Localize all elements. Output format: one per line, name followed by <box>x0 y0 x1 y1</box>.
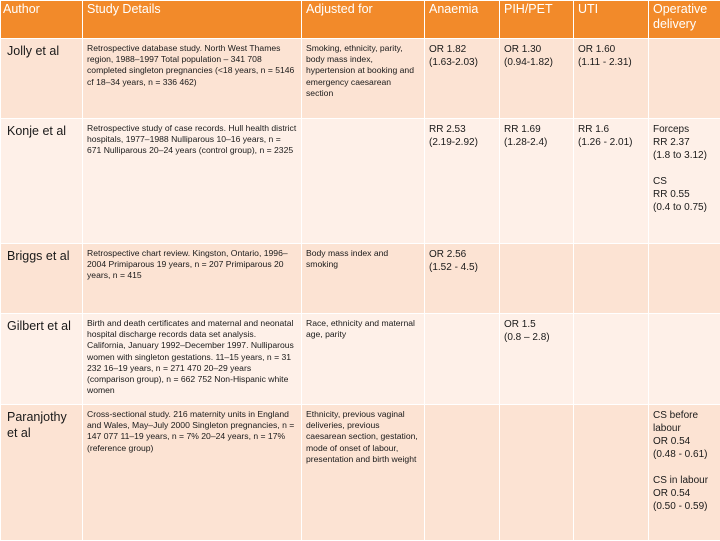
cell-line: Forceps <box>653 123 716 136</box>
header-author: Author <box>1 1 83 39</box>
cell-operative-delivery <box>649 119 720 244</box>
header-operative-delivery: Operative delivery <box>649 1 720 39</box>
cell-uti <box>574 314 649 405</box>
table-header-row <box>1 1 720 39</box>
cell-adjusted-for: Body mass index and smoking <box>302 244 425 314</box>
cell-uti <box>574 405 649 541</box>
table-row <box>1 314 720 405</box>
cell-line: OR 2.56 <box>429 248 495 261</box>
cell-pih-pet <box>500 314 574 405</box>
cell-line: RR 1.6 <box>578 123 644 136</box>
cell-line <box>653 162 716 175</box>
cell-line: (1.8 to 3.12) <box>653 149 716 162</box>
cell-line: (0.94-1.82) <box>504 56 569 69</box>
cell-line: (0.50 - 0.59) <box>653 500 716 513</box>
cell-line: (2.19-2.92) <box>429 136 495 149</box>
cell-operative-delivery <box>649 244 720 314</box>
cell-line: CS <box>653 175 716 188</box>
cell-uti <box>574 119 649 244</box>
cell-line: (1.52 - 4.5) <box>429 261 495 274</box>
cell-pih-pet <box>500 244 574 314</box>
table-row <box>1 119 720 244</box>
cell-author: Jolly et al <box>1 39 83 119</box>
cell-study-details: Retrospective chart review. Kingston, Ontario, 1996–2004 Primiparous 19 years, n = 207 Primiparous 20 years, n = 415 <box>83 244 302 314</box>
header-anaemia: Anaemia <box>425 1 500 39</box>
cell-operative-delivery <box>649 405 720 541</box>
cell-line: RR 2.37 <box>653 136 716 149</box>
cell-line: OR 1.82 <box>429 43 495 56</box>
table-row <box>1 39 720 119</box>
cell-pih-pet <box>500 119 574 244</box>
cell-line: (1.63-2.03) <box>429 56 495 69</box>
cell-author: Paranjothy et al <box>1 405 83 541</box>
cell-operative-delivery <box>649 314 720 405</box>
cell-line: RR 1.69 <box>504 123 569 136</box>
cell-anaemia <box>425 119 500 244</box>
cell-line: (0.4 to 0.75) <box>653 201 716 214</box>
cell-line <box>653 461 716 474</box>
header-pih-pet: PIH/PET <box>500 1 574 39</box>
cell-adjusted-for: Race, ethnicity and maternal age, parity <box>302 314 425 405</box>
cell-adjusted-for: Ethnicity, previous vaginal deliveries, previous caesarean section, gestation, mode of onset of labour, presentation and birth weight <box>302 405 425 541</box>
cell-study-details: Cross-sectional study. 216 maternity units in England and Wales, May–July 2000 Singleton pregnancies, n = 147 077 11–19 years, n = 7% 20–24 years, n = 17% (reference group) <box>83 405 302 541</box>
cell-uti <box>574 39 649 119</box>
cell-study-details: Birth and death certificates and maternal and neonatal hospital discharge records data set analysis. California, January 1992–December 1997. Nulliparous women with singleton gestations. 11–15 years, n = 31 232 16–19 years, n = 271 470 20–29 years (comparison group), n = 662 752 Non-Hispanic white women <box>83 314 302 405</box>
header-study-details: Study Details <box>83 1 302 39</box>
cell-line: RR 0.55 <box>653 188 716 201</box>
cell-adjusted-for: Smoking, ethnicity, parity, body mass index, hypertension at booking and emergency caesarean section <box>302 39 425 119</box>
cell-pih-pet <box>500 39 574 119</box>
cell-study-details: Retrospective database study. North West Thames region, 1988–1997 Total population – 341 708 completed singleton pregnancies (<18 years, n = 5146 cf 18–34 years, n = 336 462) <box>83 39 302 119</box>
cell-adjusted-for <box>302 119 425 244</box>
cell-line: (1.28-2.4) <box>504 136 569 149</box>
cell-line: RR 2.53 <box>429 123 495 136</box>
cell-author: Gilbert et al <box>1 314 83 405</box>
cell-line: (1.11 - 2.31) <box>578 56 644 69</box>
cell-line: (1.26 - 2.01) <box>578 136 644 149</box>
cell-study-details: Retrospective study of case records. Hull health district hospitals, 1977–1988 Nulliparous 10–16 years, n = 671 Nulliparous 20–24 years (control group), n = 2325 <box>83 119 302 244</box>
cell-uti <box>574 244 649 314</box>
cell-line: OR 0.54 <box>653 487 716 500</box>
header-adjusted-for: Adjusted for <box>302 1 425 39</box>
cell-line: CS before labour <box>653 409 716 435</box>
cell-line: OR 0.54 <box>653 435 716 448</box>
cell-line: (0.8 – 2.8) <box>504 331 569 344</box>
table-row <box>1 405 720 541</box>
cell-author: Briggs et al <box>1 244 83 314</box>
cell-operative-delivery <box>649 39 720 119</box>
cell-line: (0.48 - 0.61) <box>653 448 716 461</box>
cell-line: CS in labour <box>653 474 716 487</box>
cell-anaemia <box>425 39 500 119</box>
cell-line: OR 1.60 <box>578 43 644 56</box>
cell-pih-pet <box>500 405 574 541</box>
cell-author: Konje et al <box>1 119 83 244</box>
cell-anaemia <box>425 405 500 541</box>
table-row <box>1 244 720 314</box>
cell-anaemia <box>425 314 500 405</box>
cell-line: OR 1.30 <box>504 43 569 56</box>
cell-anaemia <box>425 244 500 314</box>
cell-line: OR 1.5 <box>504 318 569 331</box>
header-uti: UTI <box>574 1 649 39</box>
